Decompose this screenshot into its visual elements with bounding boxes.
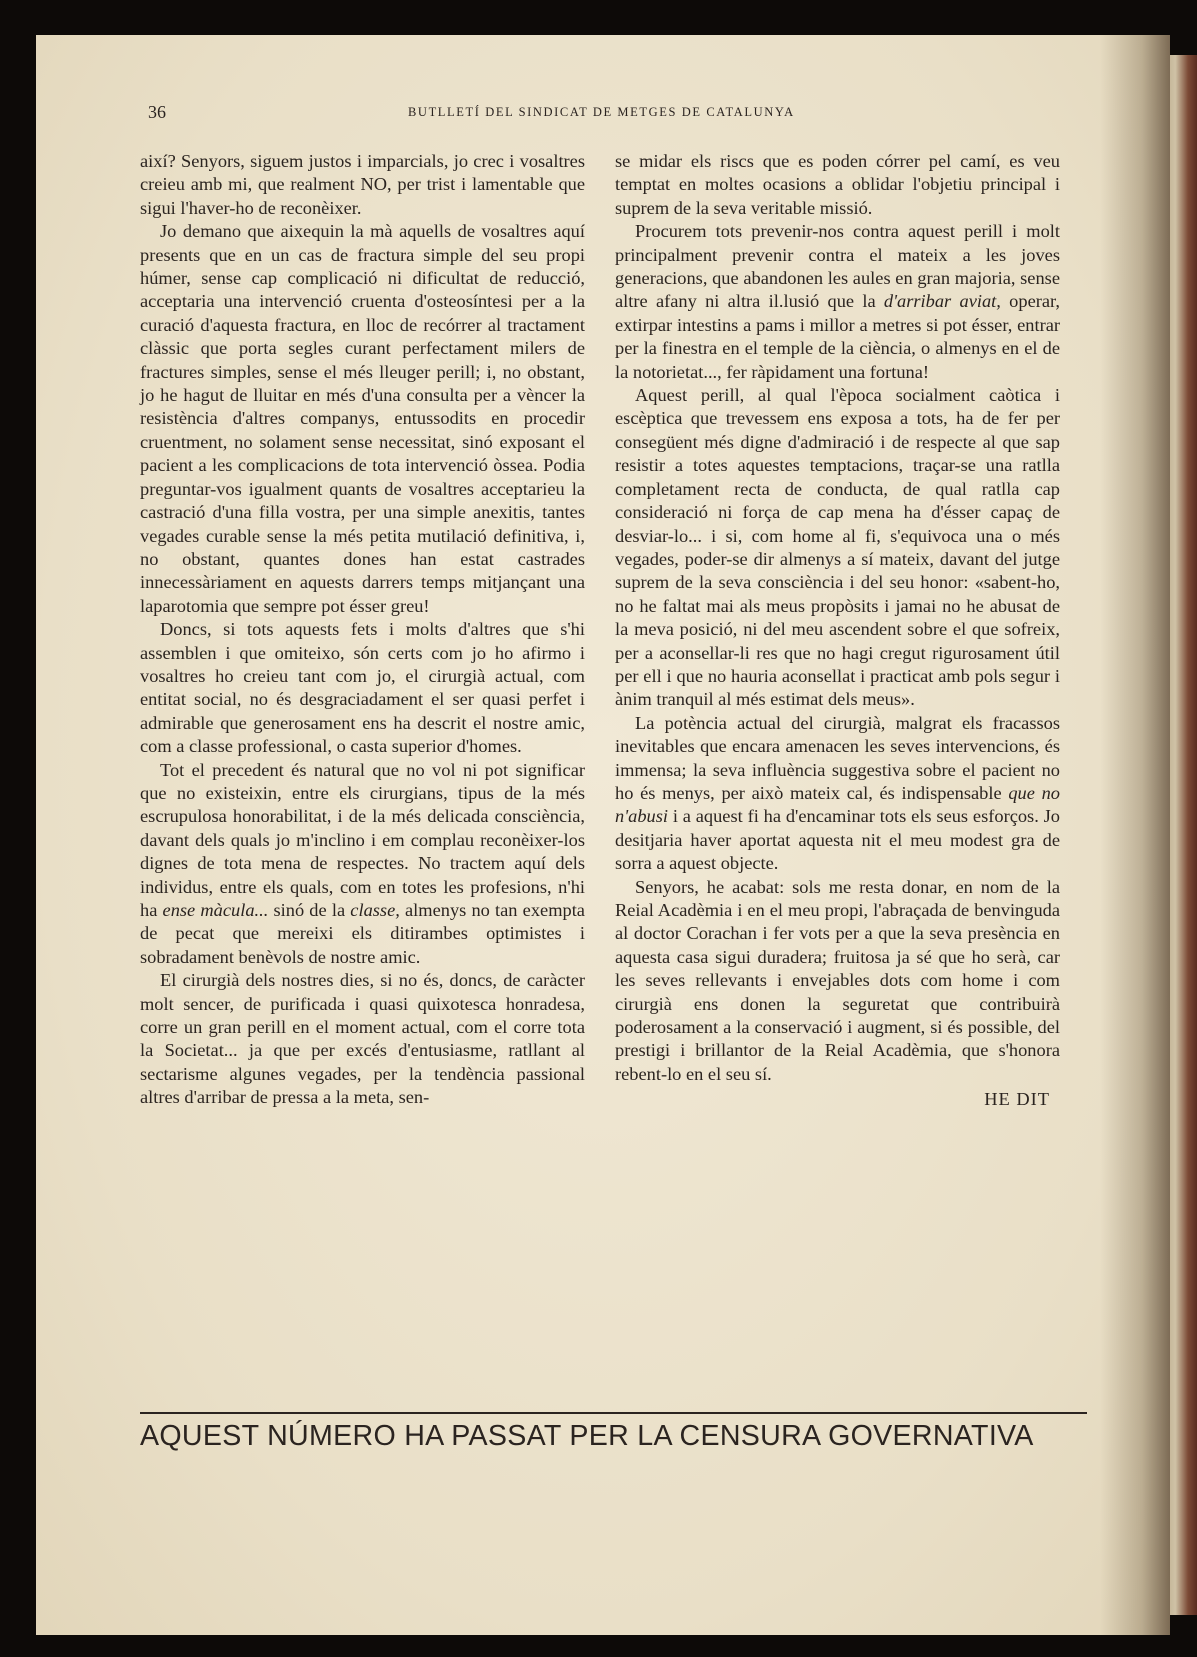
text-run: Procurem tots prevenir-nos contra aquest perill i molt principalment prevenir contra el mateix a les joves generacions, que abandonen les aules en gran majoria, sense altre afany ni altra il.lusió que la [615,221,1060,312]
paragraph [615,220,1060,384]
journal-title: BUTLLETÍ DEL SINDICAT DE METGES DE CATALUNYA [408,105,795,119]
emphasis-text: d'arribar aviat, [883,291,1001,312]
text-run: sinó de la [268,900,351,920]
paragraph: Doncs, si tots aquests fets i molts d'altres que s'hi assemblen i que omiteixo, són certs com jo ho afirmo i vosaltres ho creieu tant com jo, el cirurgià actual, com entitat social, no és desgraciadament el ser quasi perfet i admirable que generosament ens ha descrit el nostre amic, com a classe professional, o casta superior d'homes. [140,619,585,757]
text-run: operar, extirpar intestins a pams i millor a metres si pot ésser, entrar per la finestra en el temple de la ciència, o almenys en el de la notorietat..., fer ràpidament una fortuna! [615,291,1061,382]
text-run: almenys no tan exempta de pecat que mereixi els ditirambes optimistes i sobradament benèvols de nostre amic. [140,900,585,967]
text-run: i a aquest fi ha d'encaminar tots els seus esforços. Jo desitjaria haver aportat aquesta nit el meu modest gra de sorra a aquest objecte. [615,806,1060,874]
divider-rule [140,1412,1087,1414]
page-number: 36 [148,102,166,122]
signoff: HE DIT [984,1089,1050,1110]
right-column [615,150,1060,1112]
emphasis-text: ense màcula... [162,900,269,920]
paragraph: El cirurgià dels nostres dies, si no és, doncs, de caràcter molt sencer, de purificada i quasi quixotesca honradesa, corre un gran perill en el moment actual, com el corre tota la Societat... ja que per excés d'entusiasme, ratllant al sectarisme algunes vegades, per la tendència passional altres d'arribar de pressa a la meta, sen- [140,970,585,1108]
article-body [140,150,1060,1112]
text-run: Tot el precedent és natural que no vol ni pot significar que no existeixin, entre els cirurgians, tipus de la més escrupulosa honorabilitat, i de la més delicada consciència, davant dels quals jo m'inclino i em complau reconèixer-los dignes de tota mena de respectes. No tractem aquí dels individus, entre els quals, com en totes les profesions, n'hi ha [140,759,585,920]
paragraph: així? Senyors, siguem justos i imparcials, jo crec i vosaltres creieu amb mi, que realment NO, per trist i lamentable que sigui l'haver-ho de reconèixer. [140,151,585,218]
censorship-notice: AQUEST NÚMERO HA PASSAT PER LA CENSURA GOVERNATIVA [140,1420,1034,1452]
paragraph: Aquest perill, al qual l'època socialment caòtica i escèptica que trevessem ens exposa a tots, ha de fer per consegüent més digne d'admiració i de respecte al que sap resistir a totes aquestes temptacions, traçar-se una ratlla completament recta de conducta, de qual ratlla cap consideració ni força de cap mena ha d'ésser capaç de desviar-lo... i si, com home al fi, s'equivoca una o més vegades, poder-se dir almenys a sí mateix, davant del jutge suprem de la seva consciència i del seu honor: «sabent-ho, no he faltat mai als meus propòsits i jamai no he abusat de la meva posició, ni del meu ascendent sobre el que sofreix, per a aconsellar-li res que no hagi cregut rigurosament útil per ell i que no hauria aconsellat i practicat amb pols segur i ànim tranquil al més estimat dels meus». [615,385,1060,710]
emphasis-text: que no n'abusi [615,782,1060,827]
binding-shadow [1100,35,1170,1635]
left-column [140,150,585,1112]
paragraph: Senyors, he acabat: sols me resta donar, en nom de la Reial Acadèmia i en el meu propi, l'abraçada de benvinguda al doctor Corachan i fer vots per a que la seva presència en aquesta casa sigui duradera; fruitosa ja sé que ho serà, car les seves rellevants i envejables dots com home i com cirurgià ens donen la seguretat que contribuirà poderosament a la conservació i augment, si és possible, del prestigi i brillantor de la Reial Acadèmia, que s'honora rebent-lo en el seu sí. [615,876,1060,1084]
emphasis-text: classe, [350,900,400,920]
running-header [148,102,1056,124]
paragraph: se midar els riscs que es poden córrer pel camí, es veu temptat en moltes ocasions a oblidar l'objetiu principal i suprem de la seva veritable missió. [615,151,1060,218]
paragraph [140,759,585,970]
paragraph [615,712,1060,876]
paragraph: Jo demano que aixequin la mà aquells de vosaltres aquí presents que en un cas de fractura simple del seu propi húmer, sense cap complicació ni dificultat de reducció, acceptaria una intervenció cruenta d'osteosíntesi per a la curació d'aquesta fractura, en lloc de recórrer al tractament clàssic que porta segles curant perfectament milers de fractures simples, sense el més lleuger perill; i, no obstant, jo he hagut de lluitar en més d'una consulta per a vèncer la resistència d'altres companys, entussodits en procedir cruentment, no solament sense necessitat, sinó exposant el pacient a les complicacions de tota intervenció òssea. Podia preguntar-vos igualment quants de vosaltres acceptarieu la castració d'una filla vostra, per una simple anexitis, tantes vegades curable sense la més petita mutilació definitiva, i, no obstant, quantes dones han estat castrades innecessàriament en aquests darrers temps mitjançant una laparotomia que sempre pot ésser greu! [140,221,585,616]
text-run: La potència actual del cirurgià, malgrat els fracassos inevitables que encara amenacen les seves intervencions, és immensa; la seva influència suggestiva sobre el pacient no ho és menys, per això mateix cal, és indispensable [615,712,1060,803]
